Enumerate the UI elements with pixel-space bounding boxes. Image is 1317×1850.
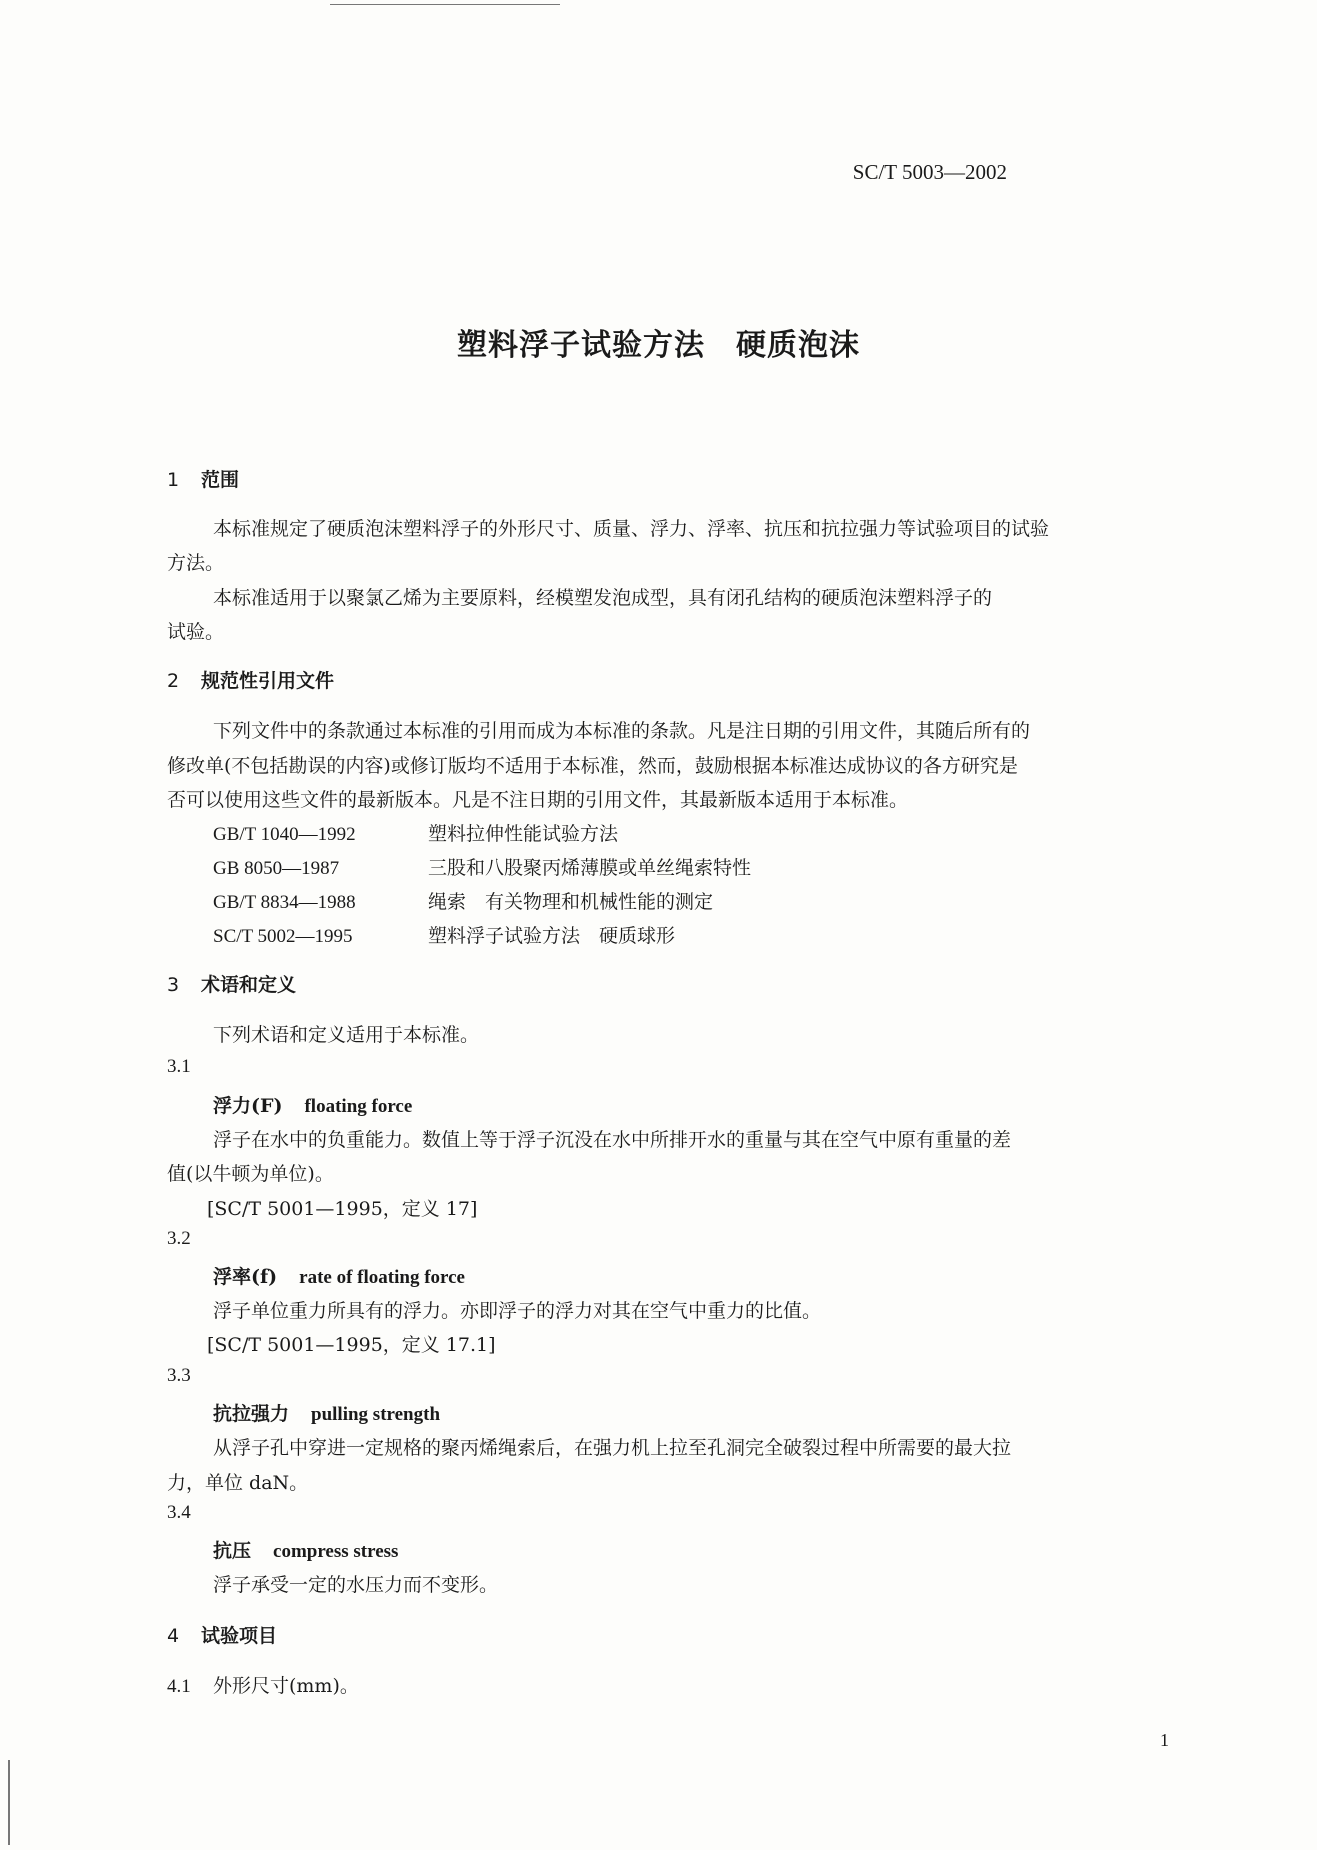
section-title: 术语和定义 bbox=[201, 974, 297, 996]
section-number: 1 bbox=[167, 469, 180, 491]
term-zh: 浮力(F) bbox=[213, 1095, 283, 1117]
paragraph-line: 否可以使用这些文件的最新版本。凡是不注日期的引用文件，其最新版本适用于本标准。 bbox=[167, 789, 909, 811]
paragraph-line: 试验。 bbox=[167, 621, 225, 643]
term-zh: 抗拉强力 bbox=[213, 1403, 290, 1425]
term-heading bbox=[213, 1262, 465, 1289]
page-number: 1 bbox=[1160, 1730, 1169, 1750]
term-definition-line: 浮子单位重力所具有的浮力。亦即浮子的浮力对其在空气中重力的比值。 bbox=[213, 1300, 822, 1322]
term-en: pulling strength bbox=[311, 1404, 441, 1425]
section-title: 范围 bbox=[201, 469, 240, 491]
term-en: compress stress bbox=[273, 1541, 399, 1562]
scan-artifact-left-edge bbox=[8, 1760, 10, 1845]
term-zh: 浮率(f) bbox=[213, 1266, 278, 1288]
section-title: 规范性引用文件 bbox=[201, 670, 335, 692]
reference-title: 塑料拉伸性能试验方法 bbox=[428, 823, 619, 845]
paragraph-line: 本标准规定了硬质泡沫塑料浮子的外形尺寸、质量、浮力、浮率、抗压和抗拉强力等试验项目的试验 bbox=[213, 518, 1050, 540]
term-heading bbox=[213, 1399, 440, 1426]
reference-code: GB/T 8834—1988 bbox=[213, 892, 356, 913]
reference-item bbox=[213, 887, 713, 914]
reference-title: 三股和八股聚丙烯薄膜或单丝绳索特性 bbox=[428, 857, 752, 879]
section-1-heading bbox=[167, 465, 239, 492]
paragraph-line: 下列文件中的条款通过本标准的引用而成为本标准的条款。凡是注日期的引用文件，其随后所有的 bbox=[213, 720, 1031, 742]
reference-item bbox=[213, 921, 675, 948]
item-text: 外形尺寸(mm)。 bbox=[213, 1675, 359, 1697]
term-heading bbox=[213, 1091, 412, 1118]
list-item bbox=[167, 1671, 359, 1698]
term-source: [SC/T 5001—1995，定义 17.1] bbox=[207, 1334, 496, 1356]
item-number: 4.1 bbox=[167, 1676, 191, 1697]
section-number: 3 bbox=[167, 974, 180, 996]
section-title: 试验项目 bbox=[201, 1625, 278, 1647]
document-title: 塑料浮子试验方法 硬质泡沫 bbox=[457, 328, 860, 363]
paragraph-line: 方法。 bbox=[167, 552, 225, 574]
section-number: 4 bbox=[167, 1625, 180, 1647]
paragraph-line: 本标准适用于以聚氯乙烯为主要原料，经模塑发泡成型，具有闭孔结构的硬质泡沫塑料浮子的 bbox=[213, 587, 993, 609]
term-definition-line: 值(以牛顿为单位)。 bbox=[167, 1163, 334, 1185]
reference-title: 塑料浮子试验方法 硬质球形 bbox=[428, 925, 676, 947]
paragraph-line: 修改单(不包括勘误的内容)或修订版均不适用于本标准，然而，鼓励根据本标准达成协议的各方研究是 bbox=[167, 755, 1018, 777]
reference-item bbox=[213, 853, 751, 880]
section-number: 2 bbox=[167, 670, 180, 692]
term-definition-line: 浮子在水中的负重能力。数值上等于浮子沉没在水中所排开水的重量与其在空气中原有重量的差 bbox=[213, 1129, 1012, 1151]
reference-title: 绳索 有关物理和机械性能的测定 bbox=[428, 891, 714, 913]
section-3-heading bbox=[167, 970, 296, 997]
term-definition-line: 力，单位 daN。 bbox=[167, 1472, 309, 1494]
term-en: rate of floating force bbox=[299, 1267, 465, 1288]
term-definition-line: 浮子承受一定的水压力而不变形。 bbox=[213, 1574, 499, 1596]
term-source: [SC/T 5001—1995，定义 17] bbox=[207, 1198, 478, 1220]
term-en: floating force bbox=[304, 1096, 413, 1117]
section-2-heading bbox=[167, 666, 334, 693]
term-zh: 抗压 bbox=[213, 1540, 252, 1562]
reference-code: GB/T 1040—1992 bbox=[213, 824, 356, 845]
term-number: 3.1 bbox=[167, 1056, 191, 1077]
term-number: 3.2 bbox=[167, 1228, 191, 1249]
term-number: 3.4 bbox=[167, 1502, 191, 1523]
reference-code: SC/T 5002—1995 bbox=[213, 926, 353, 947]
reference-item bbox=[213, 819, 618, 846]
reference-code: GB 8050—1987 bbox=[213, 858, 340, 879]
term-number: 3.3 bbox=[167, 1365, 191, 1386]
term-heading bbox=[213, 1536, 398, 1563]
standard-code: SC/T 5003—2002 bbox=[852, 160, 1007, 184]
term-definition-line: 从浮子孔中穿进一定规格的聚丙烯绳索后，在强力机上拉至孔洞完全破裂过程中所需要的最大拉 bbox=[213, 1437, 1012, 1459]
scan-artifact-top bbox=[330, 4, 560, 5]
section-4-heading bbox=[167, 1621, 277, 1648]
section-intro: 下列术语和定义适用于本标准。 bbox=[213, 1024, 480, 1046]
